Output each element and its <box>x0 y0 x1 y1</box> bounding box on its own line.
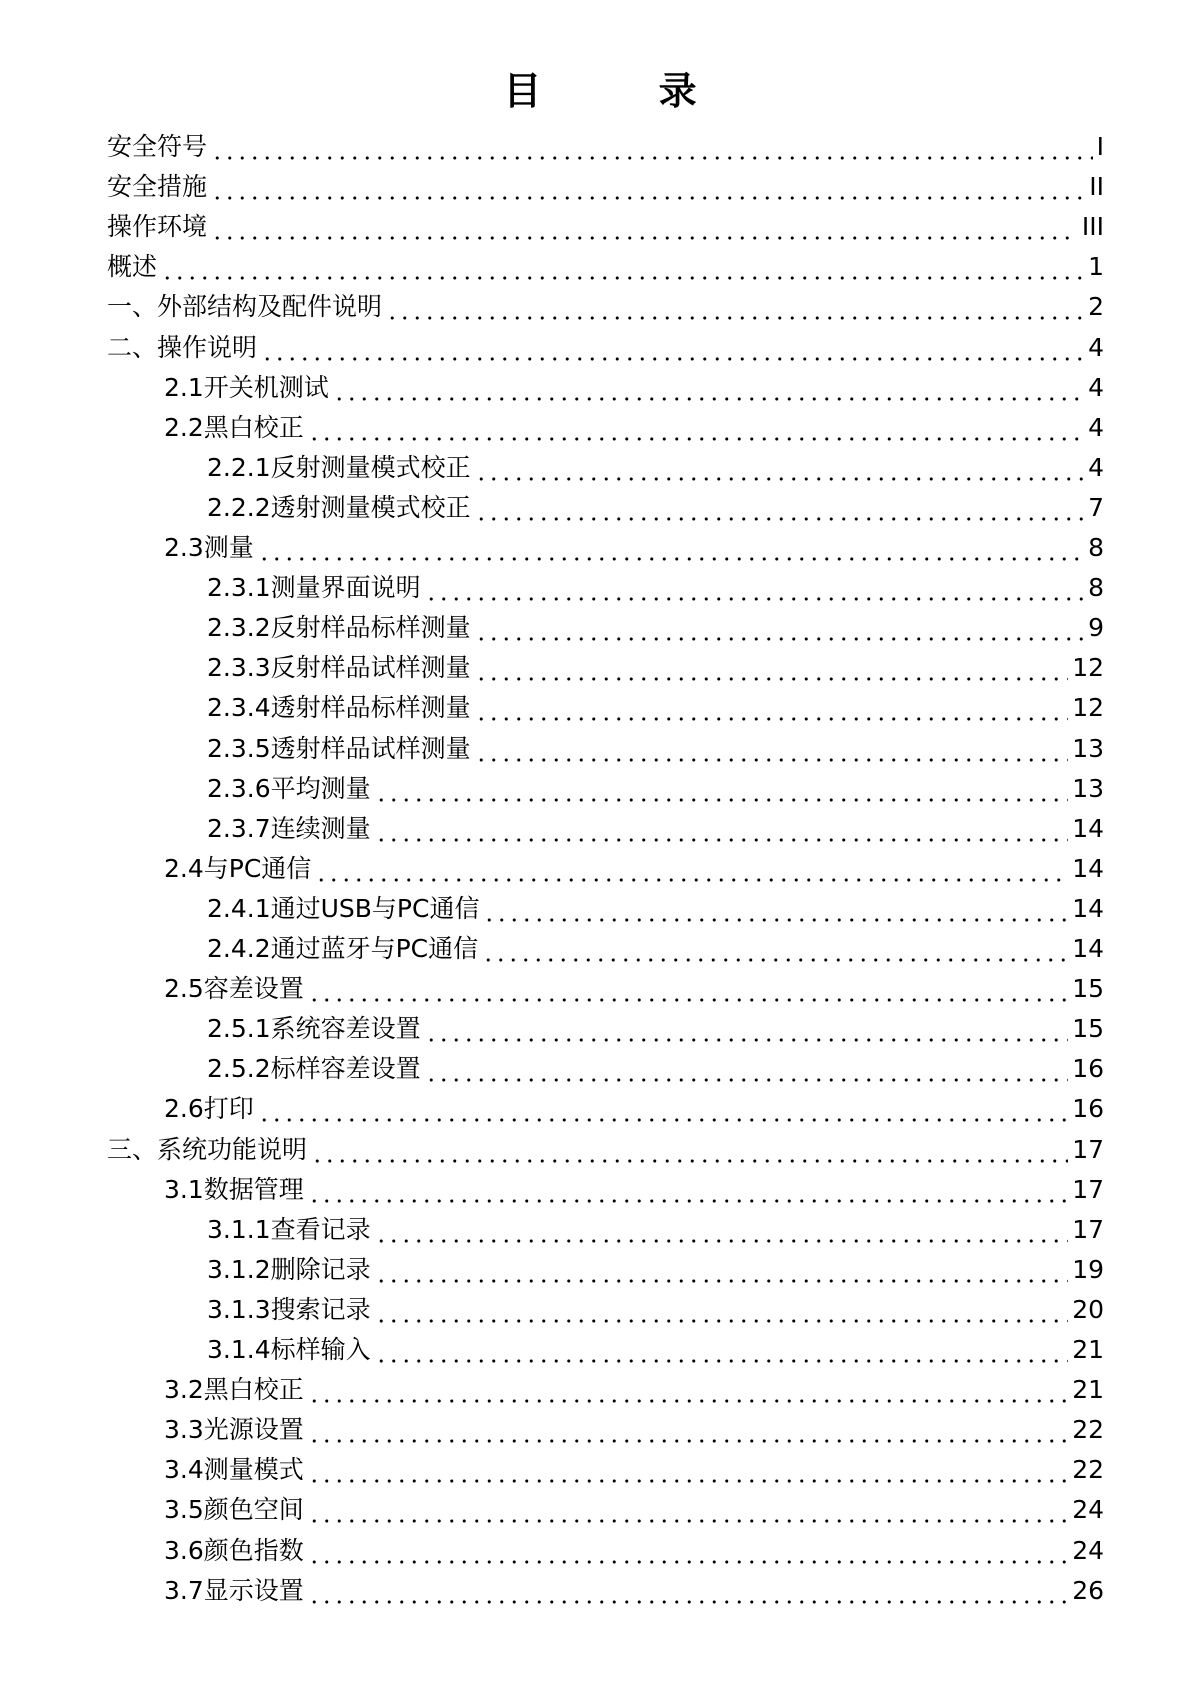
toc-entry-label: 安全符号 <box>107 132 208 161</box>
toc-entry[interactable] <box>207 1006 1104 1046</box>
toc-entry[interactable] <box>207 1327 1104 1367</box>
toc-entry-label: 2.6打印 <box>164 1094 254 1124</box>
toc-entry-page-number: 21 <box>1072 1375 1104 1405</box>
dot-leader <box>483 892 1068 926</box>
toc-entry[interactable] <box>207 485 1104 525</box>
toc-entry-page-number: 4 <box>1088 452 1104 482</box>
toc-entry-page-number: 14 <box>1072 813 1104 843</box>
toc-entry[interactable] <box>207 926 1104 966</box>
dot-leader <box>308 1574 1068 1608</box>
toc-entry[interactable] <box>107 244 1104 284</box>
toc-entry-label: 二、操作说明 <box>107 332 258 362</box>
toc-entry-page-number: 20 <box>1072 1294 1104 1324</box>
dot-leader <box>261 331 1084 365</box>
toc-entry[interactable] <box>207 645 1104 685</box>
dot-leader <box>308 411 1084 445</box>
dot-leader <box>308 972 1068 1006</box>
dot-leader <box>258 1092 1068 1126</box>
toc-entry[interactable] <box>207 565 1104 605</box>
dot-leader <box>211 210 1078 244</box>
dot-leader <box>308 1453 1068 1487</box>
dot-leader <box>211 170 1085 204</box>
toc-entry-label: 2.4与PC通信 <box>164 853 312 883</box>
toc-entry[interactable] <box>164 1167 1104 1207</box>
dot-leader <box>425 1012 1069 1046</box>
toc-entry-label: 2.3.7连续测量 <box>207 813 371 843</box>
dot-leader <box>333 371 1084 405</box>
dot-leader <box>375 1253 1069 1287</box>
dot-leader <box>475 611 1084 645</box>
toc-entry[interactable] <box>207 605 1104 645</box>
dot-leader <box>475 451 1084 485</box>
toc-entry-page-number: 13 <box>1072 773 1104 803</box>
toc-entry-label: 2.5容差设置 <box>164 974 304 1004</box>
dot-leader <box>375 812 1069 846</box>
toc-entry-page-number: 24 <box>1072 1535 1104 1565</box>
toc-entry-page-number: 4 <box>1088 412 1104 442</box>
dot-leader <box>308 1373 1068 1407</box>
toc-entry-label: 3.1.1查看记录 <box>207 1214 371 1244</box>
toc-entry[interactable] <box>164 1086 1104 1126</box>
toc-entry-page-number: 21 <box>1072 1335 1104 1364</box>
toc-entry[interactable] <box>207 726 1104 766</box>
toc-entry-label: 2.1开关机测试 <box>164 372 329 402</box>
toc-entry[interactable] <box>107 1127 1104 1167</box>
toc-entry-page-number: I <box>1096 132 1104 161</box>
dot-leader <box>308 1173 1068 1207</box>
toc-entry[interactable] <box>164 1487 1104 1527</box>
toc-entry[interactable] <box>107 124 1104 164</box>
dot-leader <box>482 932 1068 966</box>
toc-entry[interactable] <box>207 886 1104 926</box>
toc-entry-label: 2.3.1测量界面说明 <box>207 573 421 603</box>
toc-entry-page-number: 14 <box>1072 893 1104 923</box>
dot-leader <box>308 1493 1068 1527</box>
dot-leader <box>386 290 1084 324</box>
dot-leader <box>425 571 1084 605</box>
toc-entry[interactable] <box>164 1528 1104 1568</box>
toc-entry-label: 2.3.2反射样品标样测量 <box>207 613 471 643</box>
toc-entry-label: 2.5.1系统容差设置 <box>207 1014 421 1044</box>
toc-entry-page-number: 17 <box>1072 1134 1104 1164</box>
toc-entry-label: 操作环境 <box>107 212 208 242</box>
dot-leader <box>161 250 1084 284</box>
toc-entry[interactable] <box>207 685 1104 725</box>
toc-entry[interactable] <box>164 365 1104 405</box>
toc-entry[interactable] <box>164 1367 1104 1407</box>
toc-entry[interactable] <box>207 1046 1104 1086</box>
toc-entry-page-number: 15 <box>1072 1014 1104 1044</box>
toc-entry-page-number: 16 <box>1072 1094 1104 1124</box>
toc-entry-page-number: 7 <box>1088 492 1104 522</box>
dot-leader <box>475 732 1069 766</box>
toc-entry-label: 2.3.4透射样品标样测量 <box>207 693 471 723</box>
toc-entry-page-number: 24 <box>1072 1495 1104 1525</box>
toc-entry-label: 安全措施 <box>107 172 208 202</box>
toc-entry-label: 一、外部结构及配件说明 <box>107 292 383 322</box>
toc-entry-label: 2.4.1通过USB与PC通信 <box>207 893 480 923</box>
toc-entry[interactable] <box>207 445 1104 485</box>
toc-entry-page-number: 14 <box>1072 934 1104 963</box>
toc-entry-label: 2.2.1反射测量模式校正 <box>207 452 471 482</box>
toc-entry[interactable] <box>207 1247 1104 1287</box>
toc-entry-page-number: III <box>1081 212 1104 242</box>
toc-entry-label: 2.3.6平均测量 <box>207 773 371 803</box>
page-title: 目 录 <box>503 69 749 113</box>
toc-entry-label: 2.2.2透射测量模式校正 <box>207 492 471 522</box>
toc-entry-page-number: 17 <box>1072 1214 1104 1244</box>
toc-entry-page-number: 14 <box>1072 853 1104 883</box>
dot-leader <box>475 651 1069 685</box>
toc-entry[interactable] <box>107 325 1104 365</box>
toc-entry-label: 3.3光源设置 <box>164 1415 304 1445</box>
toc-entry-label: 2.3.3反射样品试样测量 <box>207 653 471 683</box>
toc-entry-label: 3.1.4标样输入 <box>207 1335 371 1364</box>
dot-leader <box>475 691 1069 725</box>
toc-entry-page-number: 22 <box>1072 1455 1104 1485</box>
toc-entry-page-number: 4 <box>1088 332 1104 362</box>
toc-entry[interactable] <box>164 846 1104 886</box>
toc-entry-label: 2.5.2标样容差设置 <box>207 1054 421 1084</box>
toc-entry-page-number: 19 <box>1072 1254 1104 1284</box>
toc-entry-label: 3.7显示设置 <box>164 1575 304 1605</box>
toc-entry-page-number: 4 <box>1088 372 1104 402</box>
toc-entry[interactable] <box>107 204 1104 244</box>
toc-entry-label: 2.3.5透射样品试样测量 <box>207 733 471 763</box>
toc-entry[interactable] <box>164 525 1104 565</box>
toc-entry-label: 三、系统功能说明 <box>107 1134 308 1164</box>
toc-entry[interactable] <box>164 1407 1104 1447</box>
toc-entry-page-number: 12 <box>1072 653 1104 683</box>
dot-leader <box>375 1213 1069 1247</box>
dot-leader <box>375 772 1069 806</box>
toc-entry[interactable] <box>164 1447 1104 1487</box>
dot-leader <box>308 1413 1068 1447</box>
dot-leader <box>375 1293 1069 1327</box>
toc-entry-page-number: 26 <box>1072 1575 1104 1605</box>
toc-entry-page-number: 8 <box>1088 573 1104 603</box>
dot-leader <box>315 852 1068 886</box>
toc-entry-page-number: 22 <box>1072 1415 1104 1445</box>
toc-entry-label: 2.4.2通过蓝牙与PC通信 <box>207 934 479 963</box>
toc-entry[interactable] <box>207 1287 1104 1327</box>
toc-entry[interactable] <box>164 405 1104 445</box>
toc-entry-label: 2.2黑白校正 <box>164 412 304 442</box>
toc-entry-label: 概述 <box>107 252 158 282</box>
toc-entry-page-number: 8 <box>1088 533 1104 562</box>
toc-entry-page-number: 13 <box>1072 733 1104 763</box>
toc-entry[interactable] <box>107 164 1104 204</box>
toc-entry[interactable] <box>207 806 1104 846</box>
dot-leader <box>375 1333 1069 1367</box>
toc-entry-label: 3.1数据管理 <box>164 1174 304 1204</box>
toc-entry-page-number: 17 <box>1072 1174 1104 1204</box>
toc-entry[interactable] <box>164 966 1104 1006</box>
toc-entry-page-number: II <box>1089 172 1104 202</box>
toc-entry-page-number: 9 <box>1088 613 1104 643</box>
toc-entry-label: 3.4测量模式 <box>164 1455 304 1485</box>
toc-entry-page-number: 1 <box>1088 252 1104 282</box>
toc-entry[interactable] <box>207 766 1104 806</box>
dot-leader <box>258 531 1084 565</box>
dot-leader <box>425 1052 1069 1086</box>
toc-entry-label: 3.1.2删除记录 <box>207 1254 371 1284</box>
toc-entry[interactable] <box>164 1568 1104 1608</box>
toc-entry-label: 3.1.3搜索记录 <box>207 1294 371 1324</box>
toc-entry[interactable] <box>107 284 1104 324</box>
dot-leader <box>308 1534 1068 1568</box>
toc-entry-label: 2.3测量 <box>164 533 254 562</box>
toc-entry-page-number: 16 <box>1072 1054 1104 1084</box>
toc-entry-page-number: 12 <box>1072 693 1104 723</box>
dot-leader <box>475 491 1084 525</box>
toc-entry-label: 3.2黑白校正 <box>164 1375 304 1405</box>
dot-leader <box>311 1133 1068 1167</box>
toc-entry-label: 3.5颜色空间 <box>164 1495 304 1525</box>
toc-entry-page-number: 2 <box>1088 292 1104 322</box>
dot-leader <box>211 130 1093 164</box>
toc-entry-page-number: 15 <box>1072 974 1104 1004</box>
toc-entry-label: 3.6颜色指数 <box>164 1535 304 1565</box>
toc-entry[interactable] <box>207 1207 1104 1247</box>
